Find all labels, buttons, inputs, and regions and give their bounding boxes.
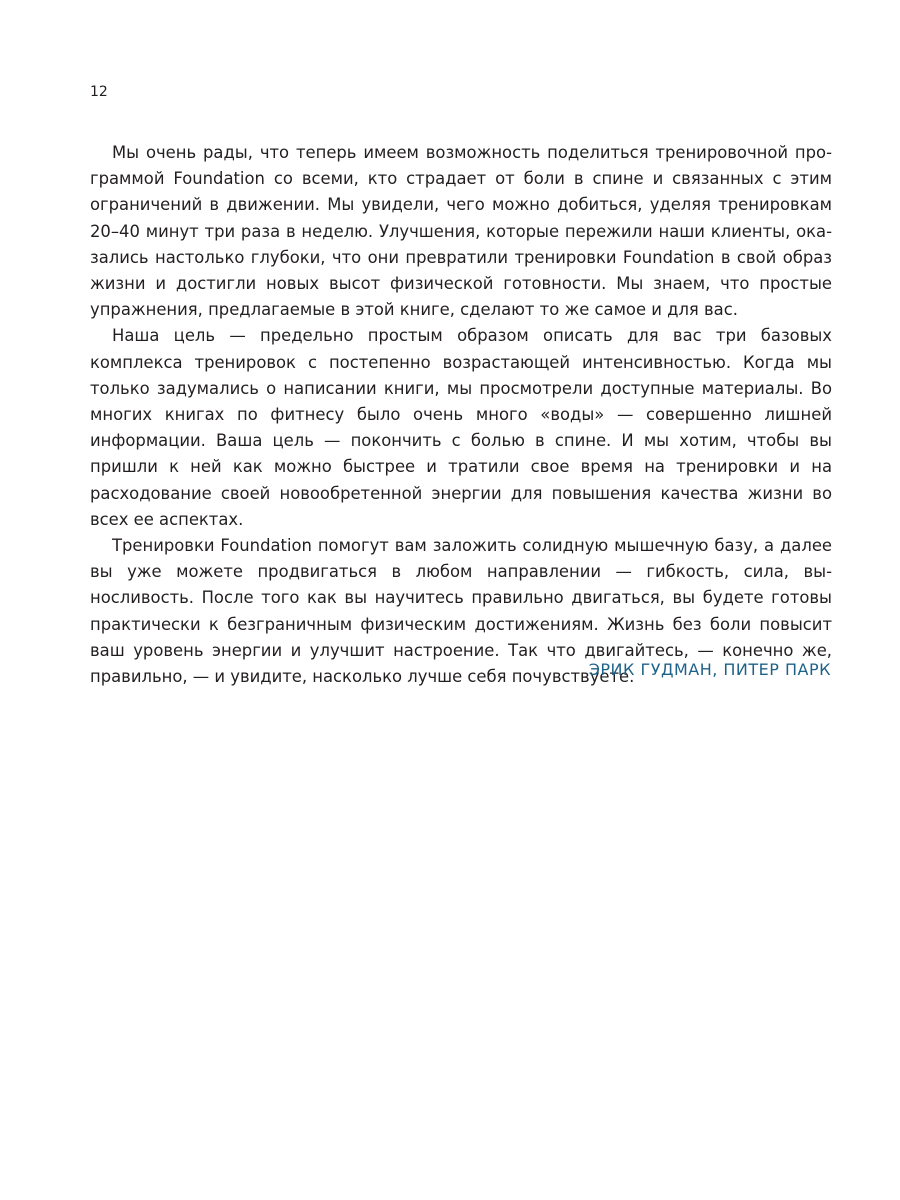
- author-signature: ЭРИК ГУДМАН, ПИТЕР ПАРК: [588, 660, 831, 679]
- paragraph-1: Мы очень рады, что теперь имеем возможность поделиться тренировочной программой Foundation со всеми, кто страдает от боли в спине и связанных с этим ограничений в движении. Мы увидели, чего можно добиться, уделяя тренировкам 20–40 минут три раза в неделю. Улучшения, которые пережили наши клиенты, оказались настолько глубоки, что они превратили тренировки Foundation в свой образ жизни и достигли новых высот физической готовности. Мы знаем, что простые упражнения, предлагаемые в этой книге, сделают то же самое и для вас.: [90, 143, 832, 320]
- body-text: [90, 140, 832, 690]
- paragraph-2: Наша цель — предельно простым образом описать для вас три базовых комплекса тренировок с постепенно возрастающей интенсивностью. Когда мы только задумались о написании книги, мы просмотрели доступные материалы. Во многих книгах по фитнесу было очень много «воды» — совершенно лишней информации. Ваша цель — покончить с болью в спине. И мы хотим, чтобы вы пришли к ней как можно быстрее и тратили свое время на тренировки и на расходование своей новообретенной энергии для повышения качества жизни во всех ее аспектах.: [90, 326, 832, 529]
- page-number: 12: [90, 84, 108, 100]
- paragraph-3: Тренировки Foundation помогут вам заложить солидную мышечную базу, а далее вы уже можете продвигаться в любом направлении — гибкость, сила, выносливость. После того как вы научитесь правильно двигаться, вы будете готовы практически к безграничным физическим достижениям. Жизнь без боли повысит ваш уровень энергии и улучшит настроение. Так что двигайтесь, — конечно же, правильно, — и увидите, насколько лучше себя почувствуете.: [90, 536, 832, 687]
